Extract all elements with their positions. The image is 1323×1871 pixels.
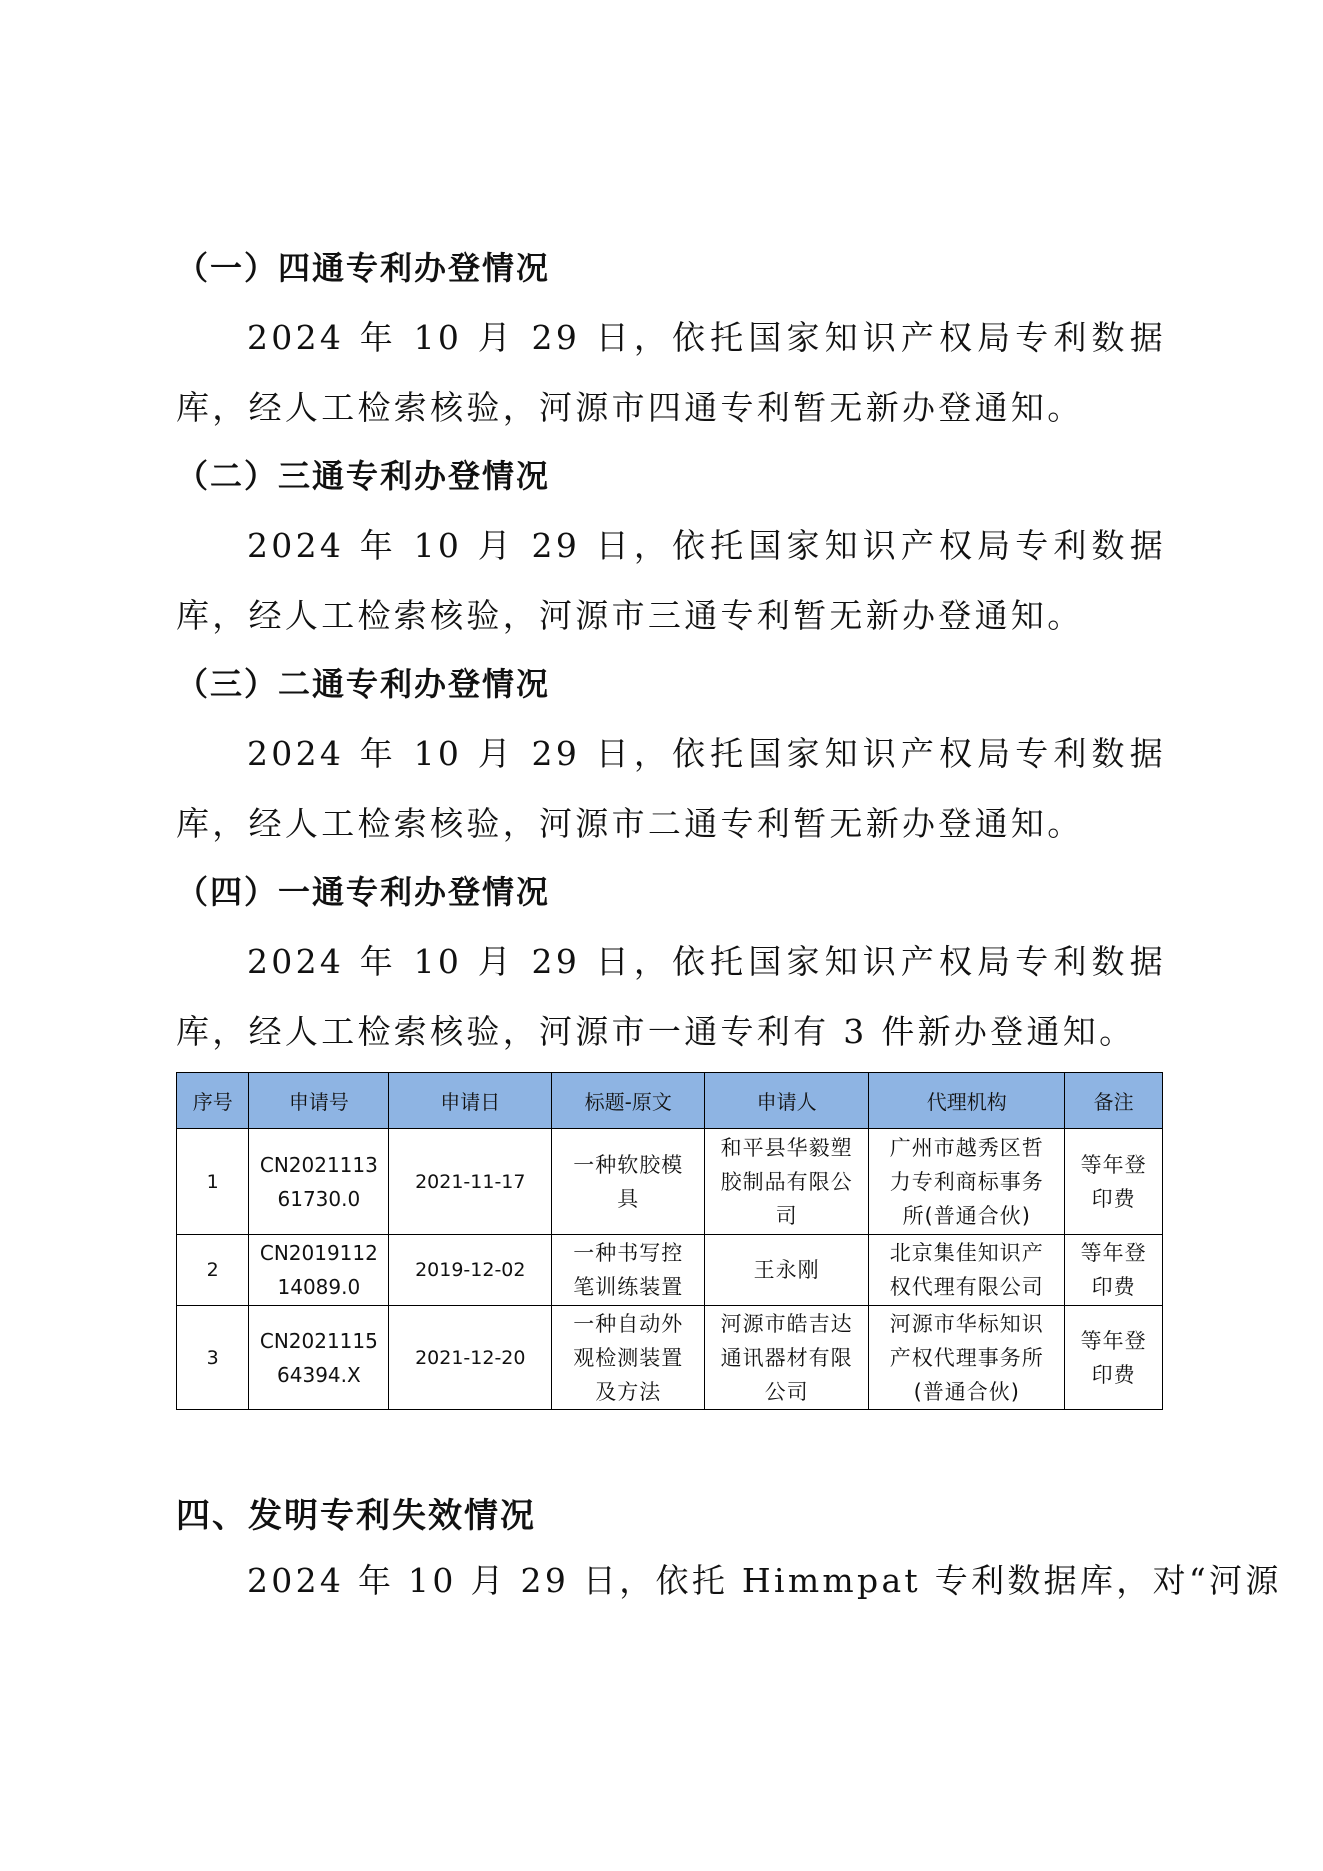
- table-row: [177, 1235, 1163, 1306]
- section-heading-2: （二）三通专利办登情况: [176, 457, 551, 495]
- col-header-note: 备注: [1065, 1073, 1163, 1129]
- cell-note: 等年登 印费: [1065, 1306, 1163, 1410]
- section-heading-3: （三）二通专利办登情况: [176, 665, 551, 703]
- col-header-agency: 代理机构: [869, 1073, 1065, 1129]
- cell-applicant: 王永刚: [705, 1235, 869, 1306]
- table-row: [177, 1306, 1163, 1410]
- section-paragraph-5: 2024 年 10 月 29 日，依托 Himmpat 专利数据库，对“河源: [247, 1561, 1282, 1600]
- table-row: [177, 1129, 1163, 1235]
- cell-no: 1: [177, 1129, 249, 1235]
- section-paragraph-4: 2024 年 10 月 29 日，依托国家知识产权局专利数据库，经人工检索核验，河源市一通专利有 3 件新办登通知。: [176, 942, 1166, 1051]
- col-header-app-no: 申请号: [249, 1073, 389, 1129]
- cell-agency: 北京集佳知识产 权代理有限公司: [869, 1235, 1065, 1306]
- section-heading-4: （四）一通专利办登情况: [176, 873, 551, 911]
- cell-app-date: 2021-12-20: [389, 1306, 552, 1410]
- col-header-applicant: 申请人: [705, 1073, 869, 1129]
- section-paragraph-3: 2024 年 10 月 29 日，依托国家知识产权局专利数据库，经人工检索核验，河源市二通专利暂无新办登通知。: [176, 734, 1166, 843]
- col-header-title: 标题-原文: [552, 1073, 705, 1129]
- cell-app-no: CN2019112 14089.0: [249, 1235, 389, 1306]
- cell-app-date: 2019-12-02: [389, 1235, 552, 1306]
- cell-app-no: CN2021113 61730.0: [249, 1129, 389, 1235]
- cell-app-date: 2021-11-17: [389, 1129, 552, 1235]
- cell-no: 3: [177, 1306, 249, 1410]
- cell-title: 一种书写控 笔训练装置: [552, 1235, 705, 1306]
- cell-note: 等年登 印费: [1065, 1129, 1163, 1235]
- col-header-app-date: 申请日: [389, 1073, 552, 1129]
- cell-no: 2: [177, 1235, 249, 1306]
- table-header-row: [177, 1073, 1163, 1129]
- cell-agency: 河源市华标知识 产权代理事务所 (普通合伙): [869, 1306, 1065, 1410]
- section-paragraph-2: 2024 年 10 月 29 日，依托国家知识产权局专利数据库，经人工检索核验，河源市三通专利暂无新办登通知。: [176, 526, 1166, 635]
- cell-app-no: CN2021115 64394.X: [249, 1306, 389, 1410]
- patent-table: [176, 1072, 1163, 1410]
- col-header-no: 序号: [177, 1073, 249, 1129]
- cell-title: 一种自动外 观检测装置 及方法: [552, 1306, 705, 1410]
- section-paragraph-1: 2024 年 10 月 29 日，依托国家知识产权局专利数据库，经人工检索核验，河源市四通专利暂无新办登通知。: [176, 318, 1166, 427]
- cell-applicant: 和平县华毅塑 胶制品有限公 司: [705, 1129, 869, 1235]
- cell-title: 一种软胶模 具: [552, 1129, 705, 1235]
- section-heading-1: （一）四通专利办登情况: [176, 249, 551, 287]
- cell-agency: 广州市越秀区哲 力专利商标事务 所(普通合伙): [869, 1129, 1065, 1235]
- cell-note: 等年登 印费: [1065, 1235, 1163, 1306]
- cell-applicant: 河源市皓吉达 通讯器材有限 公司: [705, 1306, 869, 1410]
- main-heading-invalid-patents: 四、发明专利失效情况: [176, 1496, 536, 1536]
